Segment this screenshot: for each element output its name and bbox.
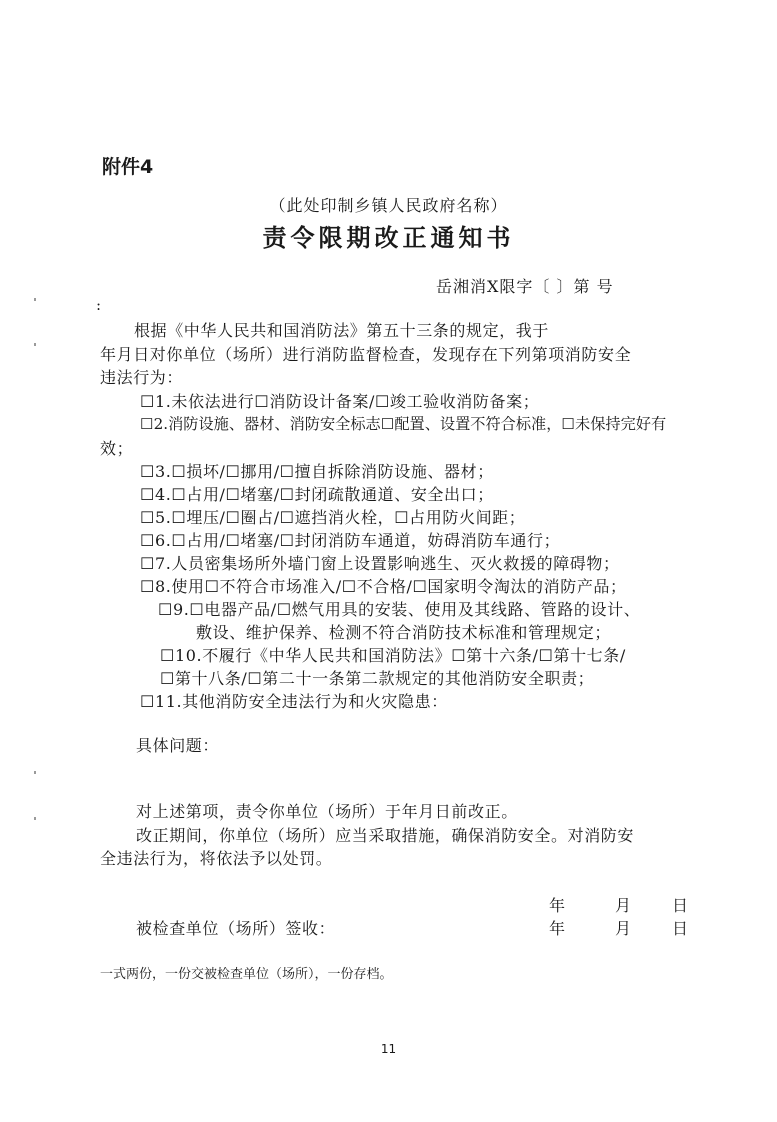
rectification-measures: 改正期间，你单位（场所）应当采取措施，确保消防安全。对消防安	[136, 826, 635, 845]
copies-footnote: 一式两份，一份交被检查单位（场所），一份存档。	[100, 967, 393, 982]
violation-item-2-cont: 效；	[100, 439, 134, 458]
attachment-label: 附件4	[102, 156, 154, 178]
issue-date-day: 日	[672, 896, 689, 915]
violation-item-3: ☐3.☐损坏/☐挪用/☐擅自拆除消防设施、器材；	[140, 462, 494, 481]
document-number: 岳湘消X限字〔 〕第 号	[436, 277, 614, 296]
violation-item-10-cont: ☐第十八条/☐第二十一条第二款规定的其他消防安全职责；	[160, 669, 595, 688]
violation-item-5: ☐5.☐埋压/☐圈占/☐遮挡消火栓，☐占用防火间距；	[140, 508, 526, 527]
scan-speck	[34, 771, 36, 774]
violation-item-11: ☐11.其他消防安全违法行为和火灾隐患：	[140, 692, 448, 711]
violation-item-9-cont: 敷设、维护保养、检测不符合消防技术标准和管理规定；	[196, 623, 612, 642]
specific-issues-label: 具体问题：	[136, 736, 220, 755]
issuing-authority-subtitle: （此处印制乡镇人民政府名称）	[269, 196, 508, 215]
signature-date-year: 年	[549, 919, 566, 938]
body-line: 年月日对你单位（场所）进行消防监督检查，发现存在下列第项消防安全	[100, 345, 632, 364]
violation-item-6: ☐6.☐占用/☐堵塞/☐封闭消防车通道，妨碍消防车通行；	[140, 531, 561, 550]
body-line: 违法行为：	[100, 368, 184, 387]
violation-item-1: ☐1.未依法进行☐消防设计备案/☐竣工验收消防备案；	[140, 392, 540, 411]
signature-date-month: 月	[615, 919, 632, 938]
violation-item-2: ☐2.消防设施、器材、消防安全标志☐配置、设置不符合标准，☐未保持完好有	[140, 415, 667, 433]
document-title: 责令限期改正通知书	[262, 224, 515, 252]
page-number: 11	[380, 1042, 397, 1056]
scan-speck	[34, 343, 36, 346]
violation-item-4: ☐4.☐占用/☐堵塞/☐封闭疏散通道、安全出口；	[140, 485, 494, 504]
recipient-colon: :	[96, 296, 102, 314]
body-line: 根据《中华人民共和国消防法》第五十三条的规定，我于	[134, 321, 550, 340]
issue-date-year: 年	[549, 896, 566, 915]
violation-item-8: ☐8.使用☐不符合市场准入/☐不合格/☐国家明令淘汰的消防产品；	[140, 577, 627, 596]
violation-item-9: ☐9.☐电器产品/☐燃气用具的安装、使用及其线路、管路的设计、	[158, 600, 641, 619]
violation-item-7: ☐7.人员密集场所外墙门窗上设置影响逃生、灭火救援的障碍物；	[140, 554, 620, 573]
scan-speck	[34, 298, 36, 301]
issue-date-month: 月	[615, 896, 632, 915]
signature-label: 被检查单位（场所）签收：	[136, 919, 336, 938]
signature-date-day: 日	[672, 919, 689, 938]
rectification-order: 对上述第项，责令你单位（场所）于年月日前改正。	[136, 802, 518, 821]
scan-speck	[34, 817, 36, 820]
rectification-penalty: 全违法行为，将依法予以处罚。	[100, 849, 333, 868]
violation-item-10: ☐10.不履行《中华人民共和国消防法》☐第十六条/☐第十七条/	[160, 646, 626, 665]
